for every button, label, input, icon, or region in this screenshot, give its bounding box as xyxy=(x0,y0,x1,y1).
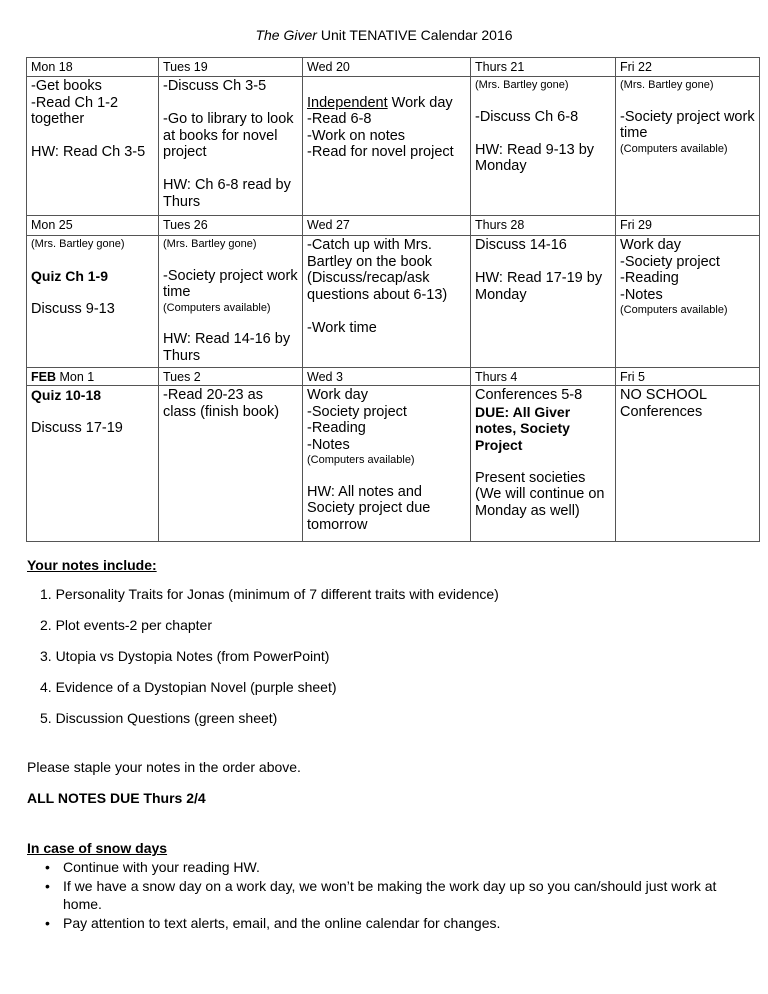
day-entry xyxy=(307,484,466,534)
day-entry xyxy=(475,142,611,175)
entry-text: HW: All notes and Society project due tomorrow xyxy=(307,483,435,533)
entry-text: Quiz Ch 1-9 xyxy=(31,267,109,284)
day-entry xyxy=(307,237,466,303)
day-entry xyxy=(620,387,755,420)
snow-days-item: • Continue with your reading HW. xyxy=(43,858,733,877)
day-entry xyxy=(163,331,298,364)
day-header-thu xyxy=(470,57,616,77)
day-content-tue xyxy=(158,385,303,542)
day-entry xyxy=(620,92,755,109)
calendar-table xyxy=(27,58,760,542)
entry-text: (Mrs. Bartley gone) xyxy=(163,238,257,250)
entry-text: Work day xyxy=(387,94,453,111)
day-entry xyxy=(307,387,466,404)
day-content-wed xyxy=(302,76,471,216)
snow-days-list xyxy=(43,858,733,932)
entry-text: HW: Read Ch 3-5 xyxy=(31,144,146,160)
entry-text: -Notes xyxy=(620,286,663,303)
staple-instruction: Please staple your notes in the order above. xyxy=(27,759,301,775)
day-label: Wed 3 xyxy=(307,370,343,384)
day-entry xyxy=(307,128,466,145)
day-entry xyxy=(31,420,154,437)
day-header-wed xyxy=(302,215,471,236)
day-entry xyxy=(31,95,154,128)
day-header-mon xyxy=(26,367,159,386)
notes-item: 1. Personality Traits for Jonas (minimum of 7 different traits with evidence) xyxy=(40,586,499,602)
entry-text: NO SCHOOL Conferences xyxy=(620,387,711,420)
entry-text: -Society project work time xyxy=(163,267,302,300)
day-entry xyxy=(307,404,466,421)
entry-text: -Catch up with Mrs. Bartley on the book (Discuss/recap/ask questions about 6-13) xyxy=(307,237,448,303)
month-label: FEB xyxy=(31,370,56,384)
day-entry xyxy=(475,404,611,454)
notes-item: 4. Evidence of a Dystopian Novel (purple sheet) xyxy=(40,679,337,695)
snow-days-item: • If we have a snow day on a work day, we won’t be making the work day up so you can/should just work at home. xyxy=(43,877,733,914)
entry-text: Conferences 5-8 xyxy=(475,387,583,403)
entry-text: (Mrs. Bartley gone) xyxy=(475,79,569,91)
underlined-text: Independent xyxy=(307,94,388,111)
day-content-thu xyxy=(470,385,616,542)
snow-days-item: • Pay attention to text alerts, email, and the online calendar for changes. xyxy=(43,914,733,933)
day-label: Mon 18 xyxy=(31,60,73,74)
day-entry xyxy=(31,301,154,318)
day-entry xyxy=(163,315,298,332)
title-rest: Unit TENATIVE Calendar 2016 xyxy=(316,27,513,43)
day-entry xyxy=(31,251,154,268)
entry-text: HW: Read 14-16 by Thurs xyxy=(163,331,294,364)
entry-text: -Read Ch 1-2 together xyxy=(31,94,123,127)
day-header-tue xyxy=(158,367,303,386)
entry-text: -Society project work time xyxy=(620,108,759,141)
day-content-mon xyxy=(26,385,159,542)
day-content-fri xyxy=(615,385,760,542)
day-content-thu xyxy=(470,235,616,368)
notes-item: 3. Utopia vs Dystopia Notes (from PowerPoint) xyxy=(40,648,330,664)
entry-text: (Computers available) xyxy=(307,454,415,466)
day-entry xyxy=(31,78,154,95)
day-content-thu xyxy=(470,76,616,216)
entry-text: -Read 6-8 xyxy=(307,111,372,127)
day-entry xyxy=(307,437,466,454)
day-entry xyxy=(307,420,466,437)
day-entry xyxy=(475,453,611,470)
entry-text: -Read for novel project xyxy=(307,144,454,160)
notes-heading: Your notes include: xyxy=(27,557,157,573)
day-header-thu xyxy=(470,367,616,386)
entry-text: -Read 20-23 as class (finish book) xyxy=(163,387,280,420)
entry-text: -Society project xyxy=(307,403,407,420)
entry-text: Work day xyxy=(620,237,681,253)
day-entry xyxy=(475,237,611,254)
day-content-mon xyxy=(26,76,159,216)
day-label: Wed 27 xyxy=(307,218,350,232)
entry-text: Discuss 9-13 xyxy=(31,300,115,317)
entry-text: (Computers available) xyxy=(620,142,728,155)
day-entry xyxy=(475,470,611,520)
day-entry xyxy=(31,237,154,251)
day-entry xyxy=(620,142,755,156)
day-entry xyxy=(620,270,755,287)
day-entry xyxy=(163,301,298,315)
day-entry xyxy=(307,111,466,128)
day-entry xyxy=(620,287,755,304)
entry-text: Work day xyxy=(307,387,368,403)
entry-text: Quiz 10-18 xyxy=(31,387,102,403)
day-entry xyxy=(31,268,154,285)
day-entry xyxy=(475,125,611,142)
entry-text: (Computers available) xyxy=(163,301,271,314)
day-entry xyxy=(163,237,298,251)
day-content-mon xyxy=(26,235,159,368)
entry-text: Present societies (We will continue on Monday as well) xyxy=(475,469,609,519)
entry-text: -Discuss Ch 3-5 xyxy=(163,78,267,94)
entry-text: Discuss 17-19 xyxy=(31,420,123,436)
day-entry xyxy=(31,387,154,404)
day-entry xyxy=(475,387,611,404)
document-title xyxy=(0,27,768,43)
day-entry xyxy=(620,78,755,92)
day-entry xyxy=(307,320,466,337)
entry-text: -Reading xyxy=(307,420,366,436)
day-entry xyxy=(307,78,466,95)
day-entry xyxy=(475,109,611,126)
day-entry xyxy=(163,161,298,178)
day-label: Thurs 4 xyxy=(475,370,518,384)
day-header-wed xyxy=(302,367,471,386)
day-entry xyxy=(31,128,154,145)
day-entry xyxy=(31,284,154,301)
day-entry xyxy=(307,453,466,467)
day-content-wed xyxy=(302,385,471,542)
day-entry xyxy=(475,92,611,109)
entry-text: (Computers available) xyxy=(620,304,728,316)
day-entry xyxy=(620,303,755,317)
day-entry xyxy=(475,270,611,303)
notes-item: 2. Plot events-2 per chapter xyxy=(40,617,212,633)
day-header-thu xyxy=(470,215,616,236)
notes-due-date: ALL NOTES DUE Thurs 2/4 xyxy=(27,790,206,806)
entry-text: -Discuss Ch 6-8 xyxy=(475,108,579,125)
day-entry xyxy=(163,251,298,268)
day-entry xyxy=(307,467,466,484)
day-header-fri xyxy=(615,367,760,386)
day-label: Tues 26 xyxy=(163,218,208,232)
day-content-fri xyxy=(615,235,760,368)
title-book-name: The Giver xyxy=(255,27,317,43)
day-entry xyxy=(475,78,611,92)
day-label: Fri 22 xyxy=(620,60,652,74)
snow-days-heading: In case of snow days xyxy=(27,840,168,856)
day-content-tue xyxy=(158,76,303,216)
entry-text: (Mrs. Bartley gone) xyxy=(620,79,714,91)
entry-text: -Get books xyxy=(31,78,102,94)
entry-text: (Mrs. Bartley gone) xyxy=(31,238,125,250)
day-header-fri xyxy=(615,57,760,77)
day-label: Mon 1 xyxy=(56,370,95,384)
day-entry xyxy=(620,108,759,142)
day-entry xyxy=(307,303,466,320)
entry-text: HW: Read 9-13 by Monday xyxy=(475,141,599,174)
day-content-fri xyxy=(615,76,760,216)
entry-text: -Reading xyxy=(620,270,679,286)
day-label: Fri 29 xyxy=(620,218,652,232)
day-entry xyxy=(475,254,611,271)
day-label: Fri 5 xyxy=(620,370,645,384)
day-header-mon xyxy=(26,57,159,77)
day-header-tue xyxy=(158,57,303,77)
notes-item: 5. Discussion Questions (green sheet) xyxy=(40,710,278,726)
day-label: Tues 19 xyxy=(163,60,208,74)
day-entry xyxy=(163,267,302,301)
day-entry xyxy=(163,111,298,161)
day-entry xyxy=(307,95,466,112)
day-label: Wed 20 xyxy=(307,60,350,74)
day-header-fri xyxy=(615,215,760,236)
day-entry xyxy=(163,78,298,95)
entry-text: HW: Ch 6-8 read by Thurs xyxy=(163,177,295,210)
day-entry xyxy=(31,144,154,161)
day-entry xyxy=(620,237,755,254)
day-label: Thurs 21 xyxy=(475,60,525,74)
entry-text: -Society project xyxy=(620,253,720,270)
day-entry xyxy=(163,177,298,210)
entry-text: -Notes xyxy=(307,436,350,453)
day-header-mon xyxy=(26,215,159,236)
day-entry xyxy=(163,95,298,112)
entry-text: -Work on notes xyxy=(307,127,406,144)
day-entry xyxy=(31,404,154,421)
entry-text: DUE: All Giver notes, Society Project xyxy=(475,403,575,453)
day-content-tue xyxy=(158,235,303,368)
day-label: Mon 25 xyxy=(31,218,73,232)
day-content-wed xyxy=(302,235,471,368)
day-entry xyxy=(620,254,755,271)
day-entry xyxy=(307,144,466,161)
day-header-wed xyxy=(302,57,471,77)
entry-text: Discuss 14-16 xyxy=(475,237,567,253)
day-entry xyxy=(163,387,298,420)
entry-text: HW: Read 17-19 by Monday xyxy=(475,270,607,303)
day-label: Thurs 28 xyxy=(475,218,525,232)
day-label: Tues 2 xyxy=(163,370,201,384)
entry-text: -Work time xyxy=(307,319,377,336)
day-header-tue xyxy=(158,215,303,236)
entry-text: -Go to library to look at books for novel project xyxy=(163,111,298,160)
